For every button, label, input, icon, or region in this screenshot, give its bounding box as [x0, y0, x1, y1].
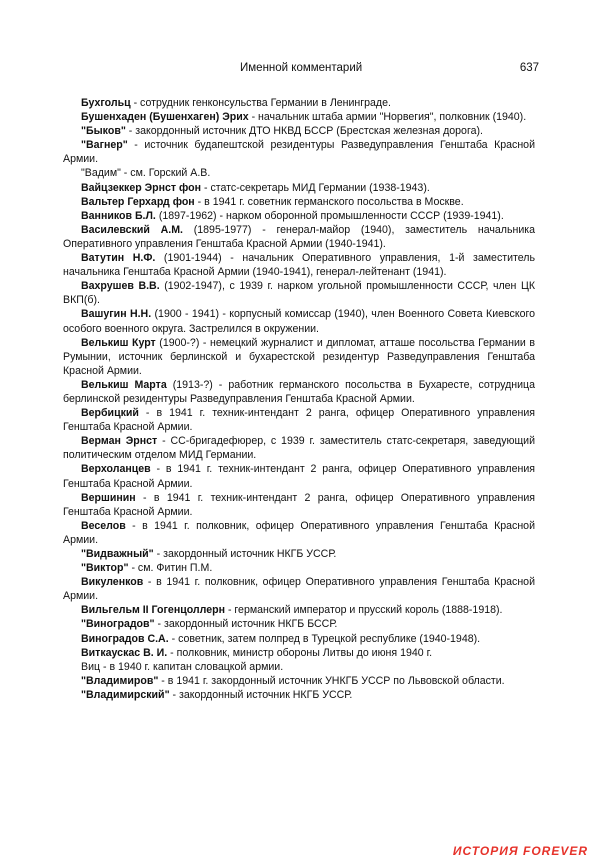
entry-term: "Владимирский" — [81, 688, 170, 701]
glossary-entry — [63, 336, 535, 378]
entry-description: - германский император и прусский король (1888-1918). — [225, 604, 503, 617]
entry-term: Василевский А.М. — [81, 223, 183, 236]
entry-description: - закордонный источник НКГБ УССР. — [153, 548, 337, 560]
entry-description: "Вадим" - см. Горский А.В. — [81, 167, 211, 180]
entry-term: Веселов — [81, 519, 126, 532]
page-header — [0, 62, 600, 78]
entry-description: - закордонный источник НКГБ БССР. — [154, 618, 338, 631]
entry-description: - см. Фитин П.М. — [128, 562, 213, 575]
glossary-entry — [63, 660, 535, 674]
entry-description: - сотрудник генконсульства Германии в Ленинграде. — [130, 97, 391, 109]
entry-description: - в 1941 г. полковник, офицер Оперативного управления Генштаба Красной Армии. — [63, 519, 535, 546]
entry-term: Бушенхаден (Бушенхаген) Эрих — [81, 111, 249, 124]
entry-term: "Владимиров" — [81, 674, 159, 687]
glossary-entry — [63, 307, 535, 335]
entry-term: Вайцзеккер Эрнст фон — [81, 181, 202, 194]
entry-description: (1902-1947), с 1939 г. нарком угольной промышленности СССР, член ЦК ВКП(б). — [63, 280, 535, 307]
entry-description: - полковник, министр обороны Литвы до июня 1940 г. — [167, 646, 433, 659]
glossary-entry — [63, 575, 535, 603]
entry-description: - в 1941 г. техник-интендант 2 ранга, офицер Оперативного управления Генштаба Красной Армии. — [63, 463, 535, 490]
entry-description: (1900-?) - немецкий журналист и дипломат, атташе посольства Германии в Румынии, источник берлинской и бухарестской резидентур Разведуправления Генштаба Красной Армии. — [63, 336, 535, 377]
entry-term: Верман Эрнст — [81, 435, 158, 448]
glossary-entry — [63, 209, 535, 223]
glossary-entry — [63, 138, 535, 166]
entry-term: Вершинин — [81, 491, 136, 504]
entry-term: Вашугин Н.Н. — [81, 308, 152, 321]
entry-description: - в 1941 г. полковник, офицер Оперативного управления Генштаба Красной Армии. — [63, 576, 535, 603]
glossary-entry — [63, 646, 535, 660]
entry-description: (1897-1962) - нарком оборонной промышленности СССР (1939-1941). — [155, 209, 504, 222]
entry-description: (1913-?) - работник германского посольства в Бухаресте, сотрудница берлинской резидентуры Разведуправления Генштаба Красной Армии. — [63, 378, 535, 405]
glossary-entry — [63, 124, 535, 138]
glossary-entry — [63, 223, 535, 251]
entry-description: - источник будапештской резидентуры Разведуправления Генштаба Красной Армии. — [63, 139, 535, 166]
entry-term: Ванников Б.Л. — [81, 209, 156, 222]
entry-term: Вильгельм II Гогенцоллерн — [81, 604, 226, 617]
glossary-entries — [63, 96, 535, 702]
running-title: Именной комментарий — [240, 62, 363, 74]
glossary-entry — [63, 166, 535, 180]
entry-description: - в 1941 г. техник-интендант 2 ранга, офицер Оперативного управления Генштаба Красной Армии. — [63, 407, 535, 434]
entry-term: Викуленков — [81, 576, 144, 589]
glossary-entry — [63, 434, 535, 462]
glossary-entry — [63, 195, 535, 209]
entry-term: "Виктор" — [81, 562, 129, 575]
entry-term: Ватутин Н.Ф. — [81, 252, 156, 265]
glossary-entry — [63, 406, 535, 434]
glossary-entry — [63, 688, 535, 702]
entry-term: Верхоланцев — [81, 463, 151, 476]
entry-term: Бухгольц — [81, 97, 131, 109]
entry-term: Вальтер Герхард фон — [81, 195, 195, 208]
entry-description: - советник, затем полпред в Турецкой республике (1940-1948). — [168, 632, 481, 645]
entry-term: Виткаускас В. И. — [81, 646, 168, 659]
entry-description: Виц - в 1940 г. капитан словацкой армии. — [81, 660, 284, 673]
glossary-entry — [63, 110, 535, 124]
entry-term: "Вагнер" — [81, 139, 128, 152]
entry-description: - в 1941 г. техник-интендант 2 ранга, офицер Оперативного управления Генштаба Красной Армии. — [63, 491, 535, 518]
entry-description: - статс-секретарь МИД Германии (1938-1943). — [201, 181, 430, 194]
entry-term: Виноградов С.А. — [81, 632, 169, 645]
glossary-entry — [63, 603, 535, 617]
glossary-entry — [63, 462, 535, 490]
entry-description: - начальник штаба армии "Норвегия", полковник (1940). — [248, 111, 527, 124]
entry-description: - СС-бригадефюрер, с 1939 г. заместитель статс-секретаря, заведующий политическим отделом МИД Германии. — [63, 435, 536, 462]
entry-description: - закордонный источник НКГБ УССР. — [169, 688, 353, 701]
entry-description: (1901-1944) - начальник Оперативного управления, 1-й заместитель начальника Генштаба Красной Армии (1940-1941), генерал-лейтенант (1941). — [63, 252, 535, 279]
entry-term: "Быков" — [81, 125, 126, 138]
page-number: 637 — [519, 62, 539, 74]
watermark-logo: ИСТОРИЯ FOREVER — [452, 844, 588, 858]
entry-description: (1895-1977) - генерал-майор (1940), заместитель начальника Оперативного управления Генштаба Красной Армии (1940-1941). — [63, 223, 535, 250]
entry-term: Вахрушев В.В. — [81, 280, 160, 293]
glossary-entry — [63, 617, 535, 631]
entry-description: - в 1941 г. советник германского посольства в Москве. — [194, 195, 464, 208]
glossary-entry — [63, 632, 535, 646]
glossary-entry — [63, 491, 535, 519]
glossary-entry — [63, 519, 535, 547]
glossary-entry — [63, 561, 535, 575]
entry-description: (1900 - 1941) - корпусный комиссар (1940), член Военного Совета Киевского особого военного округа. Застрелился в окружении. — [63, 308, 536, 335]
glossary-entry — [63, 378, 535, 406]
glossary-entry — [63, 96, 535, 110]
glossary-entry — [63, 279, 535, 307]
glossary-entry — [63, 674, 535, 688]
glossary-entry — [63, 251, 535, 279]
entry-term: Велькиш Курт — [81, 336, 156, 349]
entry-term: "Видважный" — [81, 548, 154, 560]
entry-term: Велькиш Марта — [81, 378, 167, 391]
glossary-entry — [63, 181, 535, 195]
entry-description: - закордонный источник ДТО НКВД БССР (Брестская железная дорога). — [125, 125, 483, 138]
glossary-entry — [63, 547, 535, 561]
entry-term: Вербицкий — [81, 407, 139, 420]
entry-term: "Виноградов" — [81, 618, 155, 631]
entry-description: - в 1941 г. закордонный источник УНКГБ УССР по Львовской области. — [158, 674, 505, 687]
